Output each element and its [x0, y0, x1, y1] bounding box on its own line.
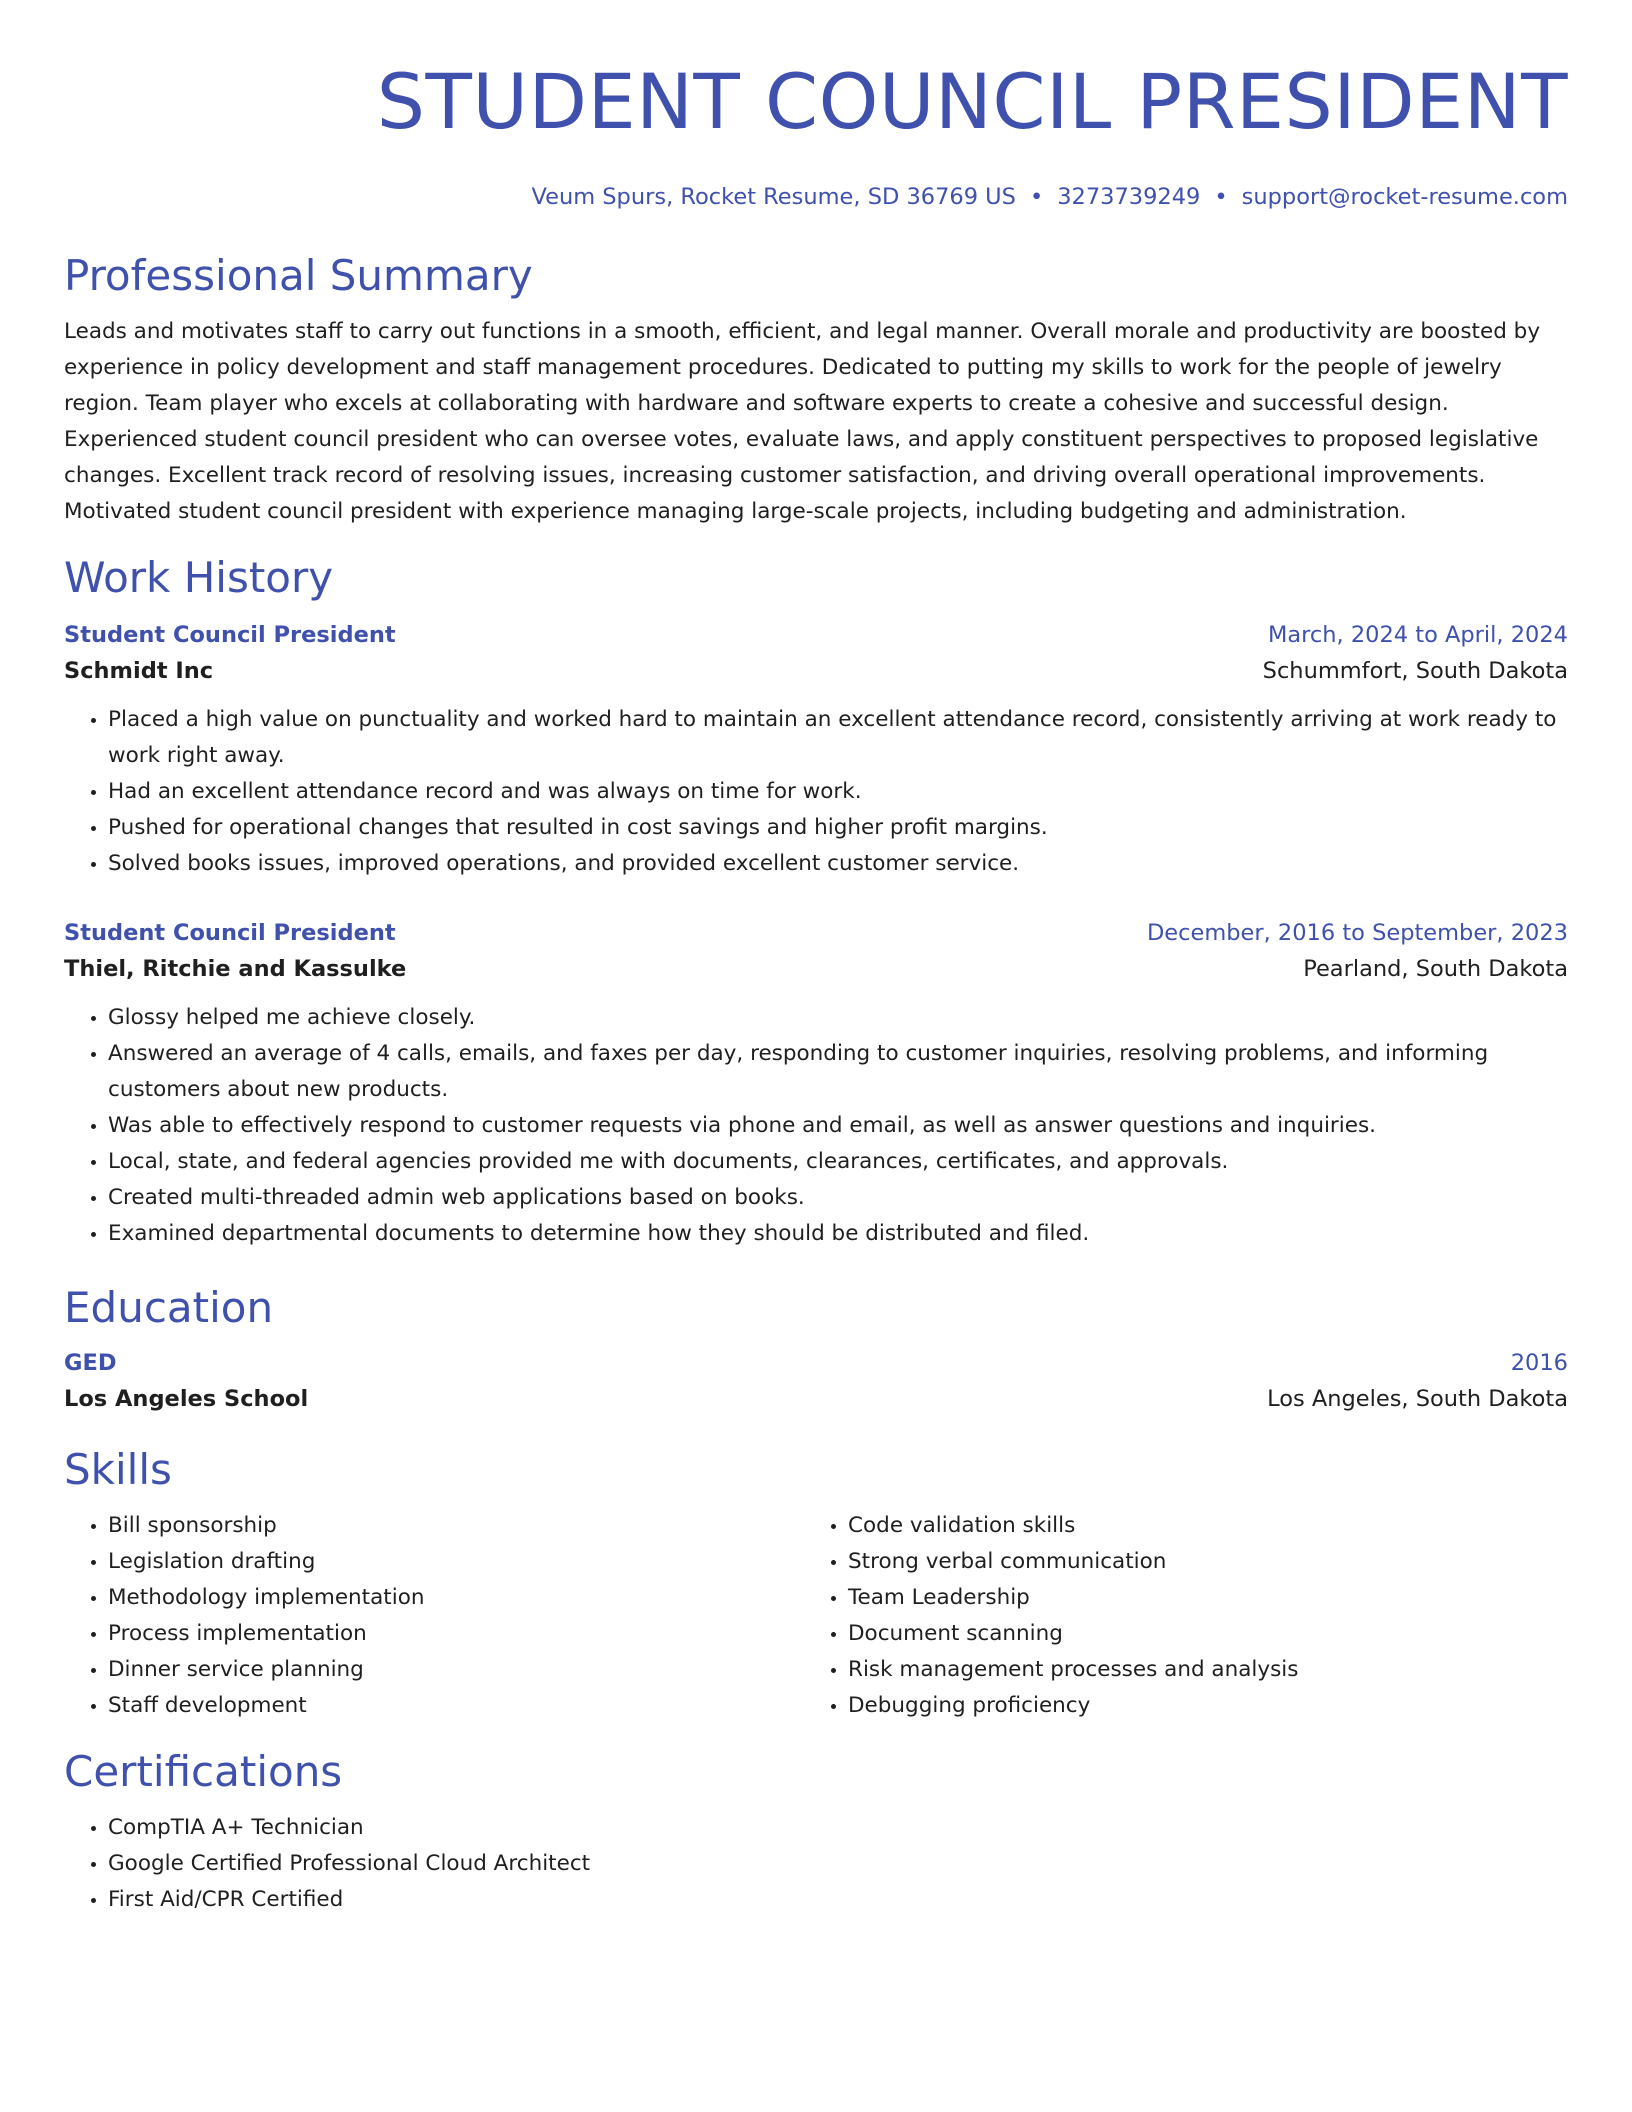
contact-line [64, 182, 1568, 212]
job-entry [64, 618, 1568, 882]
job-employer-row [64, 950, 1568, 988]
skill-item: • Bill sponsorship [108, 1508, 804, 1544]
skill-item: • Code validation skills [848, 1508, 1544, 1544]
summary-text: Leads and motivates staff to carry out functions in a smooth, efficient, and legal manner. Overall morale and productivity are boosted by experience in policy development and staff management procedures. Dedicated to putting my skills to work for the people of jewelry region. Team player who excels at collaborating with hardware and software experts to create a cohesive and successful design. Experienced student council president who can oversee votes, evaluate laws, and apply constituent perspectives to proposed legislative changes. Excellent track record of resolving issues, increasing customer satisfaction, and driving overall operational improvements. Motivated student council president with experience managing large-scale projects, including budgeting and administration. [64, 319, 1541, 524]
contact-phone: 3273739249 [1057, 184, 1201, 210]
job-bullet: • Solved books issues, improved operations, and provided excellent customer service. [108, 846, 1568, 882]
certification-item: • Google Certified Professional Cloud Architect [108, 1846, 1568, 1882]
skills-list [804, 1508, 1544, 1724]
certifications-list [64, 1810, 1568, 1918]
education-location: Los Angeles, South Dakota [1267, 1386, 1568, 1412]
education-header-row [64, 1346, 1568, 1380]
skill-item: • Strong verbal communication [848, 1544, 1544, 1580]
education-heading: Education [64, 1283, 274, 1332]
summary-heading: Professional Summary [64, 251, 533, 300]
education-degree: GED [64, 1350, 117, 1376]
skill-item: • Debugging proficiency [848, 1688, 1544, 1724]
job-header-row [64, 916, 1568, 950]
contact-address: Veum Spurs, Rocket Resume, SD 36769 US [531, 184, 1016, 210]
job-bullet: • Placed a high value on punctuality and worked hard to maintain an excellent attendance record, consistently arriving at work ready to work right away. [108, 702, 1568, 774]
skills-list [64, 1508, 804, 1724]
job-bullet: • Pushed for operational changes that resulted in cost savings and higher profit margins. [108, 810, 1568, 846]
skills-column-right [804, 1508, 1544, 1724]
job-role: Student Council President [64, 622, 396, 648]
job-bullet: • Created multi-threaded admin web applications based on books. [108, 1180, 1568, 1216]
education-year: 2016 [1510, 1350, 1568, 1376]
skills-column-left [64, 1508, 804, 1724]
job-dates: March, 2024 to April, 2024 [1267, 622, 1568, 648]
contact-separator: • [1029, 184, 1044, 210]
job-bullet: • Was able to effectively respond to customer requests via phone and email, as well as answer questions and inquiries. [108, 1108, 1568, 1144]
job-employer-row [64, 652, 1568, 690]
skill-item: • Process implementation [108, 1616, 804, 1652]
job-bullets [64, 1000, 1568, 1252]
skill-item: • Document scanning [848, 1616, 1544, 1652]
resume-title: STUDENT COUNCIL PRESIDENT [376, 57, 1568, 146]
job-bullet: • Examined departmental documents to determine how they should be distributed and filed. [108, 1216, 1568, 1252]
skill-item: • Team Leadership [848, 1580, 1544, 1616]
skill-item: • Methodology implementation [108, 1580, 804, 1616]
skills-grid [64, 1508, 1568, 1724]
job-employer: Thiel, Ritchie and Kassulke [64, 956, 407, 982]
work-history-heading: Work History [64, 553, 334, 602]
skill-item: • Risk management processes and analysis [848, 1652, 1544, 1688]
job-employer: Schmidt Inc [64, 658, 214, 684]
education-school: Los Angeles School [64, 1386, 309, 1412]
skill-item: • Dinner service planning [108, 1652, 804, 1688]
job-bullets [64, 702, 1568, 882]
job-bullet: • Had an excellent attendance record and was always on time for work. [108, 774, 1568, 810]
contact-separator: • [1214, 184, 1228, 210]
skill-item: • Legislation drafting [108, 1544, 804, 1580]
job-header-row [64, 618, 1568, 652]
education-entry [64, 1346, 1568, 1418]
job-location: Schummfort, South Dakota [1262, 658, 1568, 684]
skills-heading: Skills [64, 1445, 172, 1494]
job-bullet: • Glossy helped me achieve closely. [108, 1000, 1568, 1036]
contact-email[interactable]: support@rocket-resume.com [1241, 184, 1568, 210]
job-role: Student Council President [64, 920, 396, 946]
education-school-row [64, 1380, 1568, 1418]
job-bullet: • Answered an average of 4 calls, emails, and faxes per day, responding to customer inquiries, resolving problems, and informing customers about new products. [108, 1036, 1568, 1108]
skill-item: • Staff development [108, 1688, 804, 1724]
certifications-heading: Certifications [64, 1747, 343, 1796]
job-bullet: • Local, state, and federal agencies provided me with documents, clearances, certificates, and approvals. [108, 1144, 1568, 1180]
job-entry [64, 916, 1568, 1252]
job-dates: December, 2016 to September, 2023 [1146, 920, 1568, 946]
certification-item: • CompTIA A+ Technician [108, 1810, 1568, 1846]
job-location: Pearland, South Dakota [1303, 956, 1568, 982]
certification-item: • First Aid/CPR Certified [108, 1882, 1568, 1918]
